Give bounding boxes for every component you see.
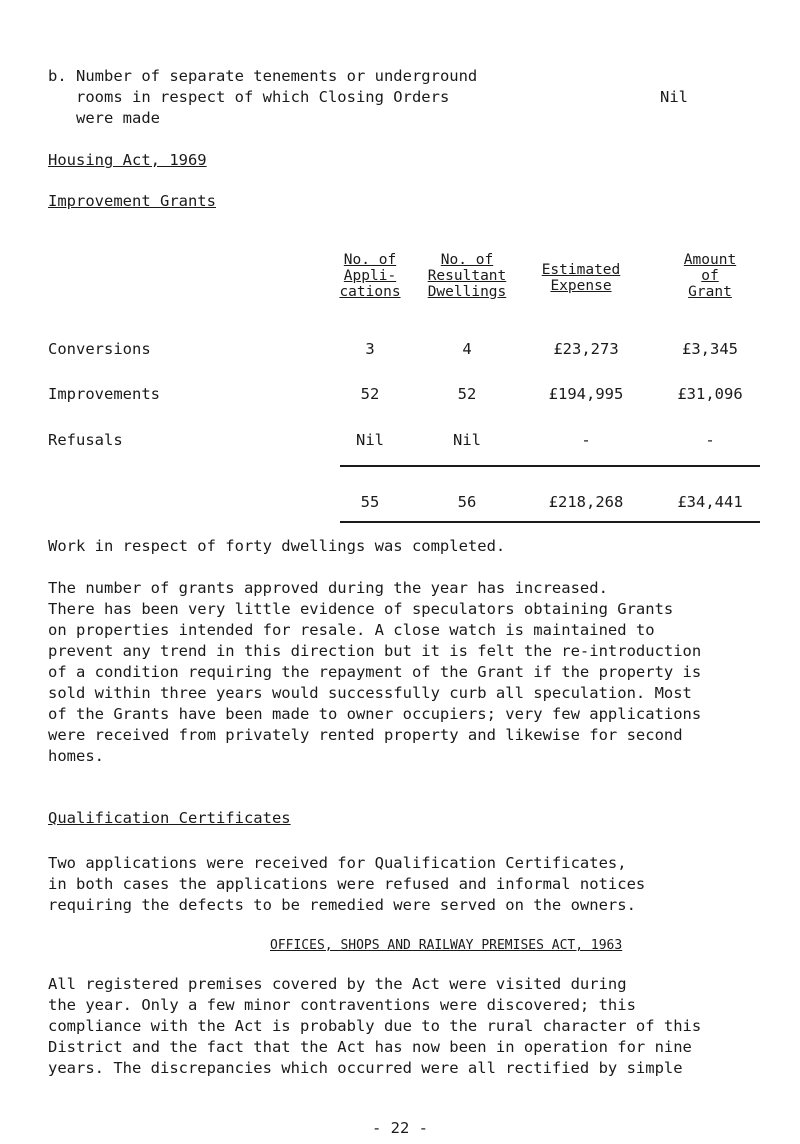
cell-improvements-applications: 52	[360, 385, 380, 403]
qualification-paragraph: Two applications were received for Qualification Certificates, in both cases the applications were refused and informal notices requiring the defects to be remedied were served on the owners.	[48, 854, 646, 914]
work-completed-text: Work in respect of forty dwellings was completed.	[48, 537, 506, 555]
cell-refusals-expense: -	[581, 431, 591, 449]
row-label-conversions: Conversions	[48, 340, 151, 358]
header-expense: Estimated Expense	[541, 262, 621, 294]
qualification-heading: Qualification Certificates	[48, 809, 291, 827]
page-number: - 22 -	[372, 1119, 428, 1137]
item-b-label: b.	[48, 67, 67, 85]
item-b-text: Number of separate tenements or underground rooms in respect of which Closing Orders were made	[76, 67, 478, 127]
cell-conversions-dwellings: 4	[462, 340, 472, 358]
offices-heading: OFFICES, SHOPS AND RAILWAY PREMISES ACT, 1963	[270, 938, 623, 953]
housing-act-heading: Housing Act, 1969	[48, 151, 207, 169]
cell-improvements-dwellings: 52	[457, 385, 477, 403]
cell-refusals-applications: Nil	[356, 431, 384, 449]
row-label-improvements: Improvements	[48, 385, 160, 403]
grants-paragraph: The number of grants approved during the year has increased. There has been very little evidence of speculators obtaining Grants on properties intended for resale. A close watch is maintained to prevent any trend in this direction but it is felt the re-introduction of a condition requiring the repayment of the Grant if the property is sold within three years would successfully curb all speculation. Most of the Grants have been made to owner occupiers; very few applications were received from privately rented property and likewise for second homes.	[48, 579, 702, 765]
cell-improvements-expense: £194,995	[548, 385, 624, 403]
total-grant: £34,441	[677, 493, 743, 511]
totals-bottom-rule	[340, 521, 760, 523]
cell-conversions-applications: 3	[365, 340, 375, 358]
row-label-refusals: Refusals	[48, 431, 123, 449]
total-expense: £218,268	[548, 493, 624, 511]
total-applications: 55	[360, 493, 380, 511]
offices-paragraph: All registered premises covered by the Act were visited during the year. Only a few minor contraventions were discovered; this compliance with the Act is probably due to the rural character of this District and the fact that the Act has now been in operation for nine years. The discrepancies which occurred were all rectified by simple	[48, 975, 702, 1077]
header-grant: Amount of Grant	[683, 252, 737, 300]
cell-improvements-grant: £31,096	[677, 385, 743, 403]
improvement-grants-heading: Improvement Grants	[48, 192, 216, 210]
cell-conversions-grant: £3,345	[682, 340, 738, 358]
cell-refusals-grant: -	[705, 431, 715, 449]
header-dwellings: No. of Resultant Dwellings	[427, 252, 507, 300]
total-dwellings: 56	[457, 493, 477, 511]
item-b-value: Nil	[660, 88, 688, 106]
totals-top-rule	[340, 465, 760, 467]
cell-conversions-expense: £23,273	[553, 340, 619, 358]
header-applications: No. of Appli- cations	[339, 252, 401, 300]
cell-refusals-dwellings: Nil	[453, 431, 481, 449]
